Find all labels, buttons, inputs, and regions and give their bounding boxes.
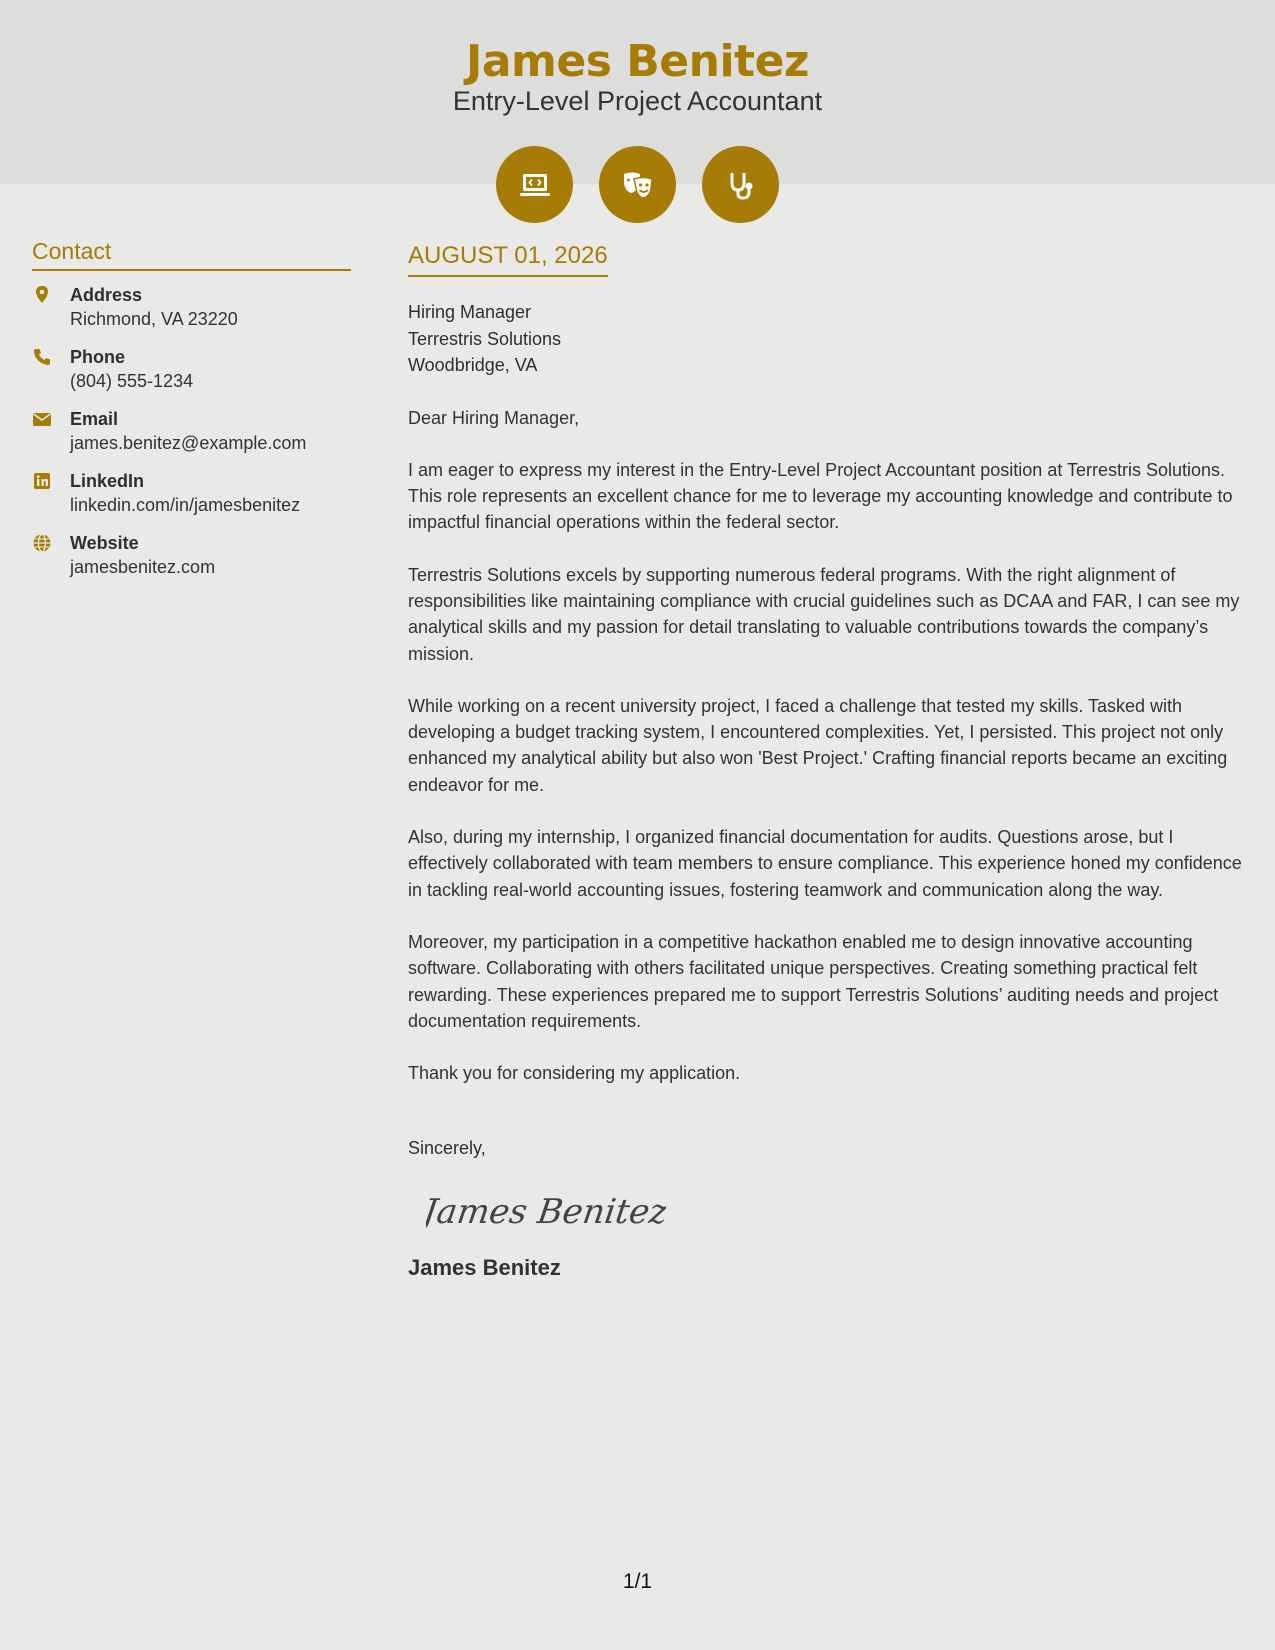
- recipient-block: [408, 299, 1248, 379]
- contact-value: Richmond, VA 23220: [70, 309, 238, 329]
- paragraph: Also, during my internship, I organized financial documentation for audits. Questions arose, but I effectively collaborated with team members to ensure compliance. This experience honed my confidence in tackling real-world accounting issues, fostering teamwork and communication along the way.: [408, 827, 1242, 900]
- closing: Sincerely,: [408, 1138, 486, 1159]
- contact-label: Email: [70, 409, 119, 429]
- contact-label: Website: [70, 533, 139, 553]
- contact-sidebar: [32, 238, 351, 593]
- phone-icon: [32, 345, 70, 393]
- theater-masks-icon: [599, 146, 676, 223]
- interest-icons: [496, 146, 779, 223]
- contact-value[interactable]: linkedin.com/in/jamesbenitez: [70, 495, 301, 515]
- paragraph: I am eager to express my interest in the Entry-Level Project Accountant position at Terrestris Solutions. This role represents an excellent chance for me to leverage my accounting knowledge and contribute to impactful financial operations within the federal sector.: [408, 459, 1233, 533]
- contact-website: [32, 531, 351, 579]
- contact-email: [32, 407, 351, 455]
- recipient-line: Woodbridge, VA: [408, 355, 538, 375]
- contact-heading: Contact: [32, 238, 351, 271]
- candidate-role: Entry-Level Project Accountant: [452, 86, 823, 116]
- signer-name: James Benitez: [408, 1255, 561, 1281]
- contact-address: [32, 283, 351, 331]
- contact-value: james.benitez@example.com: [70, 433, 307, 453]
- recipient-line: Hiring Manager: [408, 302, 532, 322]
- paragraph: Terrestris Solutions excels by supporting numerous federal programs. With the right alignment of responsibilities like maintaining compliance with crucial guidelines such as DCAA and FAR, I can see my analytical skills and my passion for detail translating to valuable contributions towards the company’s mission.: [408, 564, 1240, 664]
- handwritten-signature: [426, 1179, 1248, 1239]
- envelope-icon: [32, 407, 70, 455]
- contact-label: LinkedIn: [70, 471, 145, 491]
- page-number: 1/1: [622, 1570, 653, 1593]
- laptop-code-icon: [496, 146, 573, 223]
- contact-phone: [32, 345, 351, 393]
- globe-icon: [32, 531, 70, 579]
- letter-body: [408, 242, 1248, 1281]
- recipient-line: Terrestris Solutions: [408, 328, 562, 349]
- contact-label: Address: [70, 285, 143, 305]
- contact-linkedin: [32, 469, 351, 517]
- contact-value[interactable]: jamesbenitez.com: [70, 557, 216, 577]
- contact-label: Phone: [70, 347, 126, 367]
- linkedin-icon: [32, 469, 70, 517]
- paragraph: While working on a recent university project, I faced a challenge that tested my skills. Tasked with developing a budget tracking system, I encountered complexities. Yet, I persisted. This project not only enhanced my analytical ability but also won 'Best Project.' Crafting financial reports became an exciting endeavor for me.: [408, 695, 1228, 795]
- letter-date: AUGUST 01, 2026: [408, 242, 608, 277]
- candidate-name: James Benitez: [465, 36, 810, 87]
- paragraph: Thank you for considering my application.: [408, 1063, 741, 1084]
- stethoscope-icon: [702, 146, 779, 223]
- signature-text: James Benitez: [426, 1192, 666, 1233]
- greeting: Dear Hiring Manager,: [408, 407, 580, 428]
- paragraph: Moreover, my participation in a competitive hackathon enabled me to design innovative accounting software. Collaborating with others facilitated unique perspectives. Creating something practical felt rewarding. These experiences prepared me to support Terrestris Solutions’ auditing needs and project documentation requirements.: [408, 931, 1219, 1031]
- contact-value: (804) 555-1234: [70, 371, 194, 391]
- map-pin-icon: [32, 283, 70, 331]
